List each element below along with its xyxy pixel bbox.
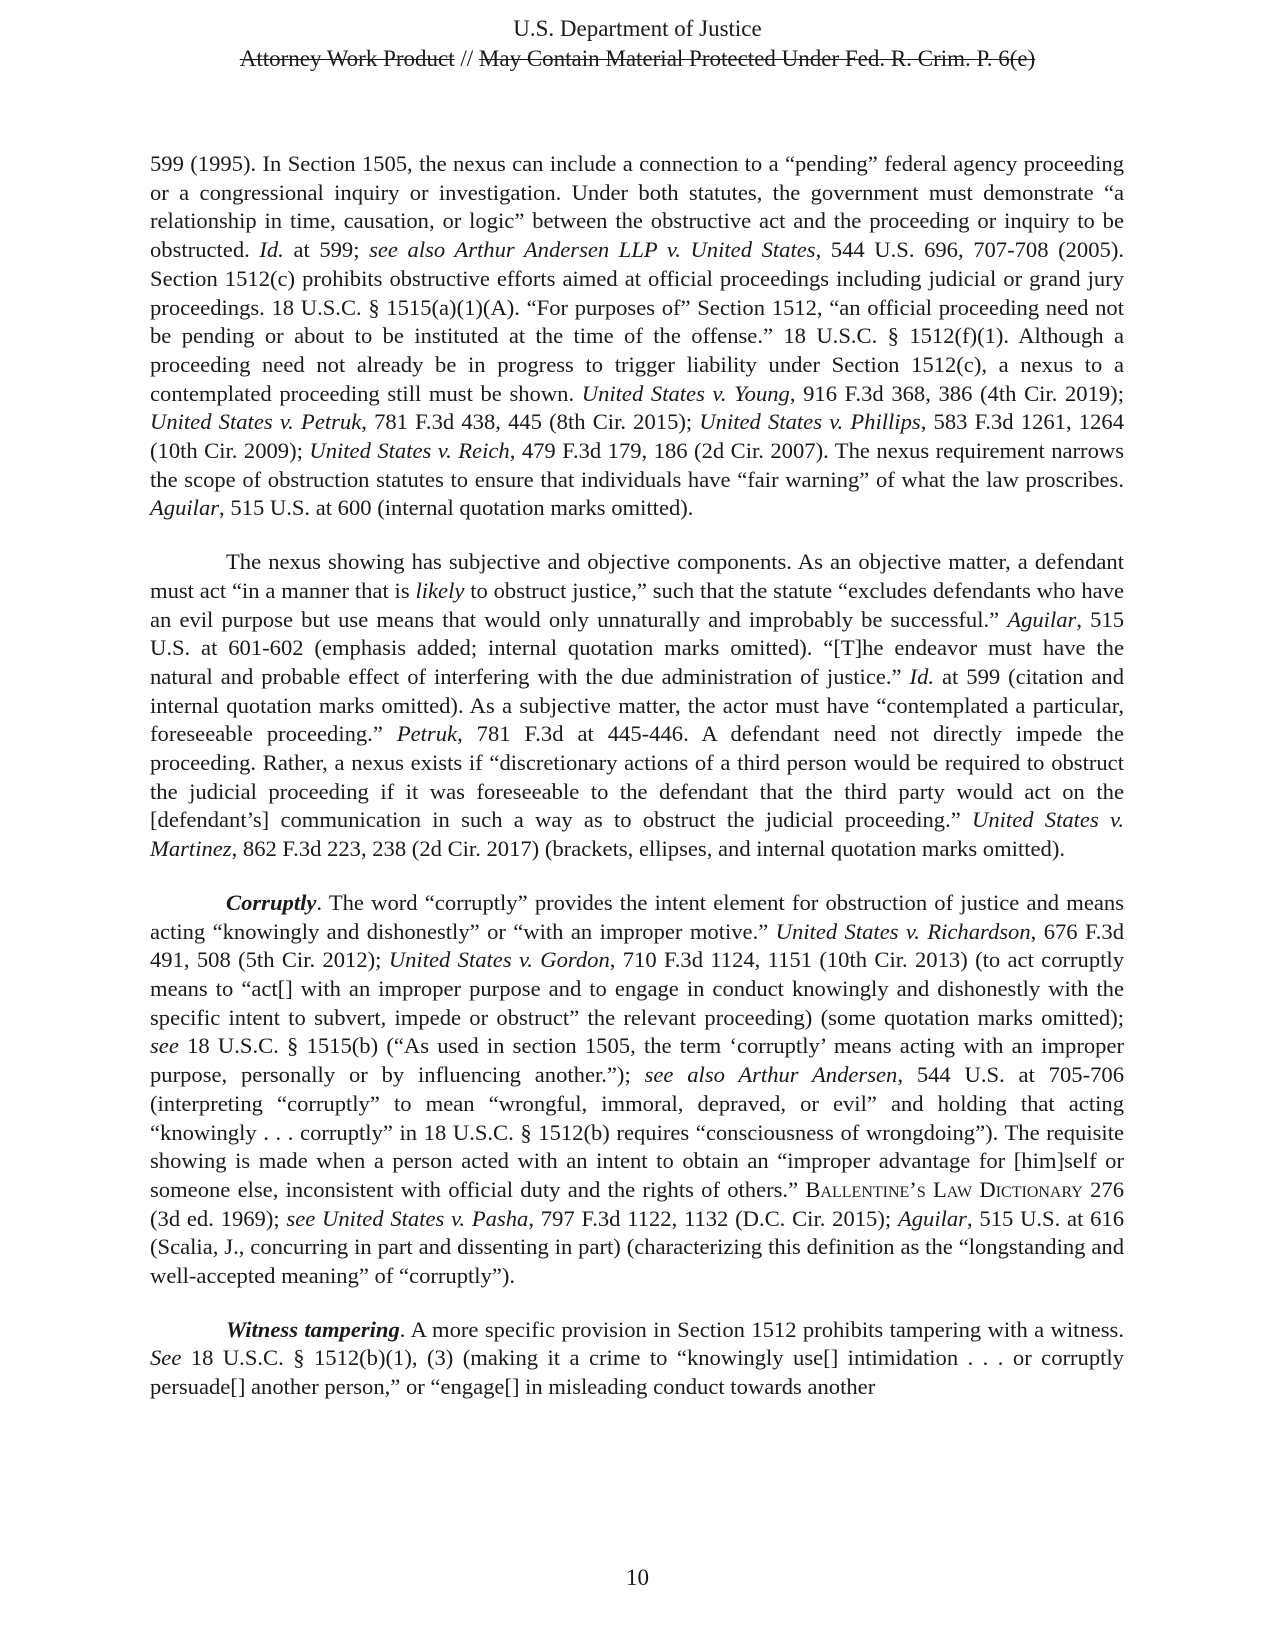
paragraph-nexus-components bbox=[150, 548, 1124, 864]
citation-case: Aguilar bbox=[897, 1205, 967, 1231]
citation-case: see also Arthur Andersen bbox=[644, 1062, 898, 1088]
text-run: , 916 F.3d 368, 386 (4th Cir. 2019); bbox=[789, 380, 1124, 406]
citation-case: United States v. Petruk bbox=[150, 409, 362, 435]
text-run: , 544 U.S. 696, 707-708 (2005). Section 1512(c) prohibits obstructive efforts aimed at official proceedings including judicial or grand jury proceedings. 18 U.S.C. § 1515(a)(1)(A). “For purposes of” Section 1512, “an official proceeding need not be pending or about to be instituted at the time of the offense.” 18 U.S.C. § 1512(f)(1). Although a proceeding need not already be in progress to trigger liability under Section 1512(c), a nexus to a contemplated proceeding still must be shown. bbox=[150, 237, 1124, 406]
header-agency: U.S. Department of Justice bbox=[513, 16, 762, 41]
section-heading-witness-tampering: Witness tampering bbox=[226, 1316, 400, 1342]
text-run: , 515 U.S. at 601-602 (emphasis added; internal quotation marks omitted). “[T]he endeavor must have the natural and probable effect of interfering with the due administration of justice.” bbox=[150, 606, 1124, 689]
citation-dictionary: Ballentine’s Law Dictionary bbox=[805, 1176, 1083, 1202]
citation-case: United States v. Phillips bbox=[699, 409, 921, 435]
text-run: , 515 U.S. at 600 (internal quotation marks omitted). bbox=[219, 495, 694, 521]
text-run: , 781 F.3d at 445-446. A defendant need not directly impede the proceeding. Rather, a nexus exists if “discretionary actions of a third person would be required to obstruct the judicial proceeding if it was foreseeable to the defendant that the third party would act on the [defendant’s] communication in such a way as to obstruct the judicial proceeding.” bbox=[150, 721, 1124, 833]
citation-case: United States v. Martinez bbox=[150, 807, 1124, 862]
text-run: The nexus showing has subjective and objective components. As an objective matter, a defendant must act “in a manner that is bbox=[150, 549, 1124, 603]
citation-case: United States v. Richardson bbox=[775, 918, 1031, 944]
section-heading-corruptly: Corruptly bbox=[226, 889, 317, 915]
text-run: , 676 F.3d 491, 508 (5th Cir. 2012); bbox=[150, 918, 1124, 973]
text-run: , 479 F.3d 179, 186 (2d Cir. 2007). The nexus requirement narrows the scope of obstruction statutes to ensure that individuals have “fair warning” of what the law proscribes. bbox=[150, 438, 1124, 492]
text-run: 599 (1995). In Section 1505, the nexus can include a connection to a “pending” federal agency proceeding or a congressional inquiry or investigation. Under both statutes, the government must demonstrate “a relationship in time, causation, or logic” between the obstructive act and the proceeding or inquiry to be obstructed. bbox=[150, 151, 1124, 263]
text-run: , 515 U.S. at 616 (Scalia, J., concurring in part and dissenting in part) (characterizing this definition as the “longstanding and well-accepted meaning” of “corruptly”). bbox=[150, 1205, 1125, 1289]
text-run: . The word “corruptly” provides the intent element for obstruction of justice and means acting “knowingly and dishonestly” or “with an improper motive.” bbox=[150, 889, 1124, 944]
citation-id: Id. bbox=[909, 663, 935, 689]
citation-case: Aguilar bbox=[150, 495, 220, 521]
citation-case: United States v. Reich bbox=[309, 438, 510, 464]
citation-case: see United States v. Pasha bbox=[286, 1205, 529, 1231]
citation-signal: See bbox=[150, 1345, 182, 1371]
text-run: . A more specific provision in Section 1512 prohibits tampering with a witness. bbox=[399, 1316, 1124, 1342]
text-run: 18 U.S.C. § 1512(b)(1), (3) (making it a crime to “knowingly use[] intimidation . . . or corruptly persuade[] another person,” or “engage[] in misleading conduct towards another bbox=[150, 1345, 1124, 1400]
page-number: 10 bbox=[626, 1565, 649, 1590]
text-run: 18 U.S.C. § 1515(b) (“As used in section 1505, the term ‘corruptly’ means acting with an improper purpose, personally or by influencing another.”); bbox=[150, 1033, 1124, 1088]
paragraph-corruptly bbox=[150, 889, 1124, 1291]
header-marking-separator: // bbox=[454, 46, 479, 71]
citation-id: Id. bbox=[259, 237, 284, 263]
text-run: , 797 F.3d 1122, 1132 (D.C. Cir. 2015); bbox=[528, 1205, 898, 1231]
header-marking-work-product: Attorney Work Product bbox=[239, 46, 455, 71]
page-header bbox=[0, 14, 1275, 74]
text-run: , 583 F.3d 1261, 1264 (10th Cir. 2009); bbox=[150, 409, 1124, 464]
text-run: , 710 F.3d 1124, 1151 (10th Cir. 2013) (to act corruptly means to “act[] with an improper purpose and to engage in conduct knowingly and dishonestly with the specific intent to subvert, impede or obstruct” the relevant proceeding) (some quotation marks omitted); bbox=[150, 947, 1125, 1030]
text-run: to obstruct justice,” such that the statute “excludes defendants who have an evil purpose but use means that would only unnaturally and improbably be successful.” bbox=[150, 577, 1124, 632]
text-run: at 599 (citation and internal quotation marks omitted). As a subjective matter, the actor must have “contemplated a particular, foreseeable proceeding.” bbox=[150, 663, 1124, 747]
header-marking-grand-jury: May Contain Material Protected Under Fed. R. Crim. P. 6(e) bbox=[478, 46, 1036, 71]
document-body bbox=[150, 150, 1124, 1402]
citation-signal: see bbox=[150, 1033, 179, 1059]
citation-case: United States v. Young bbox=[581, 380, 790, 406]
emphasis: likely bbox=[415, 577, 465, 603]
text-run: , 781 F.3d 438, 445 (8th Cir. 2015); bbox=[361, 409, 700, 435]
paragraph-nexus-continued bbox=[150, 150, 1124, 523]
text-run: , 544 U.S. at 705-706 (interpreting “corruptly” to mean “wrongful, immoral, depraved, or evil” and holding that acting “knowingly . . . corruptly” in 18 U.S.C. § 1512(b) requires “consciousness of wrongdoing”). The requisite showing is made when a person acted with an intent to obtain an “improper advantage for [him]self or someone else, inconsistent with official duty and the rights of others.” bbox=[150, 1062, 1124, 1202]
citation-case: Aguilar bbox=[1007, 606, 1077, 632]
text-run: 276 (3d ed. 1969); bbox=[150, 1176, 1124, 1231]
paragraph-witness-tampering bbox=[150, 1316, 1124, 1402]
citation-case: see also Arthur Andersen LLP v. United States bbox=[369, 237, 816, 263]
citation-case: United States v. Gordon bbox=[388, 947, 610, 973]
text-run: , 862 F.3d 223, 238 (2d Cir. 2017) (brackets, ellipses, and internal quotation marks omitted). bbox=[231, 836, 1065, 862]
header-marking bbox=[0, 44, 1275, 74]
citation-case: Petruk bbox=[396, 721, 458, 747]
text-run: at 599; bbox=[283, 237, 370, 263]
